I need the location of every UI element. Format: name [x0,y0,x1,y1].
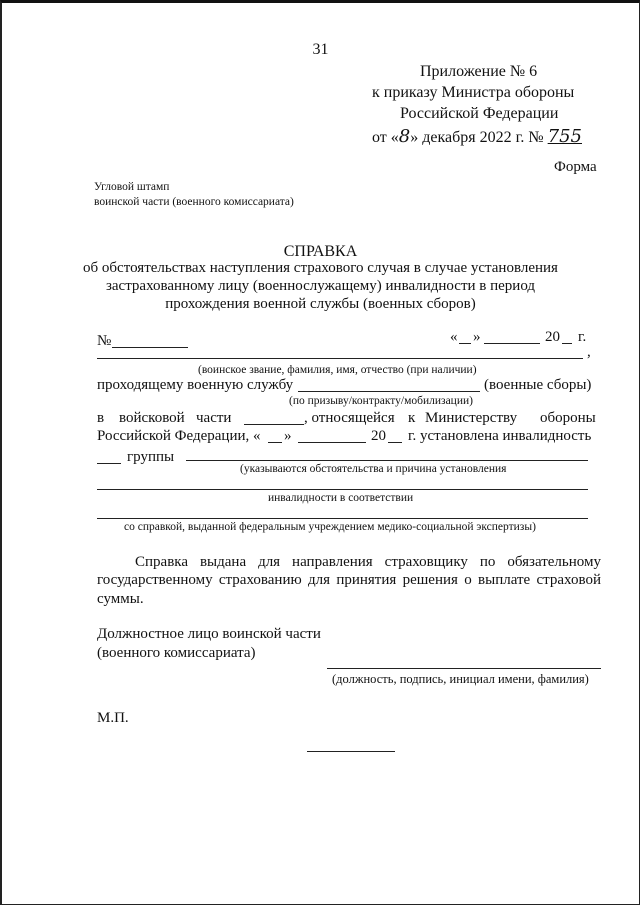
caption-circumstances: (указываются обстоятельства и причина установления [240,463,507,475]
unit-word-4: , относящейся [304,410,395,426]
paragraph-line-1: Справка выдана для направления страховщику по обязательному [135,554,601,570]
page-number: 31 [312,41,329,58]
unit-number-field[interactable] [244,424,304,425]
rf-year-prefix: 20 [371,428,386,444]
day-field[interactable] [459,343,471,344]
order-number-handwritten: 755 [547,126,582,147]
form-label: Форма [554,159,597,175]
rf-close-quote: » [284,428,292,444]
date-mid: » декабря 2022 г. № [410,129,544,146]
unit-word-3: части [196,410,232,426]
date-close-quote: » [473,329,481,345]
circumstances-field[interactable] [186,460,588,461]
year-field[interactable] [562,343,572,344]
official-line-1: Должностное лицо воинской части [97,626,321,642]
title-line-2: застрахованному лицу (военнослужащему) инвалидности в период [105,278,536,294]
service-suffix: (военные сборы) [484,377,592,393]
group-label: группы [127,449,175,465]
unit-word-7: обороны [540,410,596,426]
seal-label: М.П. [97,710,129,726]
unit-word-1: в [97,410,105,426]
federation-name: Российской Федерации [400,105,559,122]
service-label: проходящему военную службу [97,377,294,393]
disability-month-field[interactable] [298,442,366,443]
number-label: № [97,333,112,349]
disability-year-field[interactable] [388,442,402,443]
order-date [372,126,582,147]
official-line-2: (военного комиссариата) [97,645,256,661]
person-comma: , [587,344,591,360]
order-reference: к приказу Министра обороны [372,84,575,101]
year-suffix: г. [578,329,587,345]
title-line-1: об обстоятельствах наступления страхового случая в случае установления [83,260,558,276]
stamp-label: Угловой штамп [94,181,170,193]
title-line-3: прохождения военной службы (военных сборов) [165,296,476,312]
service-type-field[interactable] [298,391,480,392]
caption-person: (воинское звание, фамилия, имя, отчество (при наличии) [198,364,477,376]
rf-label: Российской Федерации, « [97,428,261,444]
number-field[interactable] [112,347,188,348]
paragraph-line-3: суммы. [97,591,144,607]
appendix-number: Приложение № 6 [420,63,538,80]
paragraph-line-2: государственному страхованию для принятия решения о выплате страховой [97,572,601,588]
year-prefix: 20 [545,329,560,345]
unit-word-5: к [408,410,416,426]
stamp-unit: воинской части (военного комиссариата) [94,196,294,208]
caption-certificate: со справкой, выданной федеральным учреждением медико-социальной экспертизы) [124,521,536,533]
unit-word-6: Министерству [425,410,518,426]
caption-signature: (должность, подпись, инициал имени, фамилия) [332,672,589,686]
footer-divider [307,751,395,752]
doc-title: СПРАВКА [283,243,358,260]
date-open-quote: « [450,329,458,345]
person-field[interactable] [97,358,583,359]
certificate-field[interactable] [97,518,588,519]
unit-word-2: войсковой [119,410,185,426]
caption-service: (по призыву/контракту/мобилизации) [289,395,473,407]
signature-field[interactable] [327,668,601,669]
disability-basis-field[interactable] [97,489,588,490]
rf-rest: г. установлена инвалидность [408,428,592,444]
disability-day-field[interactable] [268,442,282,443]
date-prefix: от « [372,129,399,146]
month-field[interactable] [484,343,540,344]
date-day-handwritten: 8 [398,126,411,147]
group-field[interactable] [97,463,121,464]
caption-disability: инвалидности в соответствии [268,492,414,504]
